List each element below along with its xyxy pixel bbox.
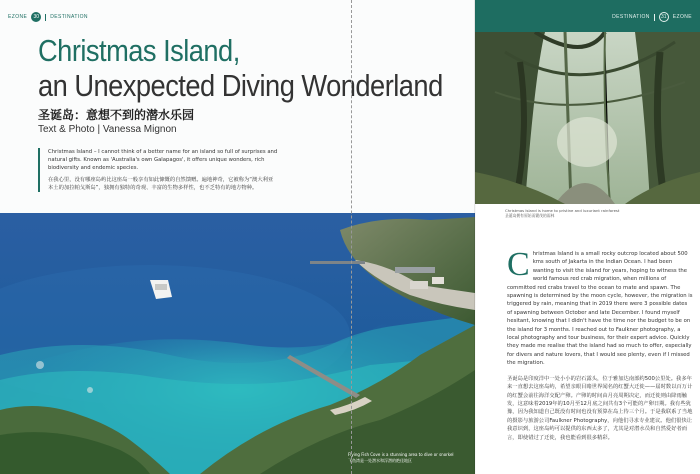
article-title-line1: Christmas Island,	[38, 33, 240, 68]
aerial-cove-photo	[0, 205, 475, 474]
intro-block	[38, 148, 278, 192]
magazine-name: EZONE	[8, 14, 28, 20]
page-number-badge: 30	[31, 12, 41, 22]
section-label: DESTINATION	[50, 14, 88, 20]
page-spine-shadow	[474, 0, 476, 474]
byline: Text & Photo | Vanessa Mignon	[38, 124, 177, 135]
fold-guide-line	[351, 0, 352, 474]
intro-english: Christmas Island – I cannot think of a better name for an island so full of surprises and natural gifts. Known as 'Australia's own Galapagos', it offers unique wonders, rich biodiversity and endemic species.	[48, 149, 278, 171]
right-page	[475, 0, 700, 474]
header-divider	[45, 14, 46, 21]
drop-cap: C	[507, 246, 530, 283]
article-body	[507, 246, 693, 442]
forest-caption-english: Christmas Island is home to pristine and luxuriant rainforest	[505, 208, 620, 213]
header-divider	[654, 14, 655, 21]
left-page-header	[8, 12, 88, 22]
intro-chinese: 在我心里，没有哪座岛屿比这座岛一般享有如此慷慨的自然馈赠。遍地神奇，它被称为“澳大利亚本土的加拉帕戈斯岛”，独拥有独特的奇观、丰富的生物多样性，也不乏特有的地方物种。	[48, 177, 274, 191]
article-title-chinese: 圣诞岛：意想不到的潜水乐园	[38, 108, 195, 122]
magazine-name: EZONE	[672, 14, 692, 20]
right-page-header	[612, 12, 692, 22]
article-title-line2: an Unexpected Diving Wonderland	[38, 68, 443, 103]
body-english: hristmas Island is a small rocky outcrop located about 500 kms south of Jakarta in the Indian Ocean. I had been wanting to visit the island for years, hoping to witness the world famous red crab migration, when millions of committed red crabs travel to the ocean to mate and spawn. The spawning is determined by the moon cycle, however, the migration is triggered by rain, meaning that in 2019 there were 3 possible dates of spawning between October and late December. I found myself hesitant, knowing that I didn't have the time nor the budget to be on the island for 3 months. I reached out to Faulkner photography, a local photography and tour business, for their expert advice. Quickly they made me realise that the island had so much to offer, especially for divers and nature lovers, that I would see plenty, even if I missed the migration.	[507, 251, 693, 367]
aerial-caption-chinese: 飞鱼湾是一处潜水和浮潜的绝佳地区	[348, 457, 412, 463]
page-number-badge: 31	[659, 12, 669, 22]
aerial-photo-caption	[348, 452, 470, 463]
forest-caption-chinese: 圣诞岛拥有原始而繁茂的雨林	[505, 213, 555, 218]
section-label: DESTINATION	[612, 14, 650, 20]
aerial-caption-english: Flying Fish Cove is a stunning area to dive or snorkel	[348, 452, 454, 457]
right-header-bar	[475, 0, 700, 32]
rainforest-photo	[475, 32, 700, 204]
forest-photo-caption	[505, 208, 685, 218]
body-chinese: 圣诞岛是印度洋中一处小小的岩石露头，位于雅加达南部约500公里处。我多年来一直想去这座岛屿，希望亲眼目睹世界闻名的红蟹大迁徙——届时数以百万计的红蟹会前往海洋交配产卵。产卵的时间由月亮周期决定，而迁徙则由降雨触发，这意味着2019年的10月至12月底之间共有3个可能的产卵日期。我有些犹豫，因为我知道自己既没有时间也没有预算在岛上待三个月。于是我联系了当地的摄影与旅游公司Faulkner Photography，向他们寻求专业建议。他们很快让我意识到，这座岛屿可以提供的东西太多了，尤其是对潜水员和自然爱好者而言，即使错过了迁徙，我也能看到很多精彩。	[507, 375, 693, 441]
